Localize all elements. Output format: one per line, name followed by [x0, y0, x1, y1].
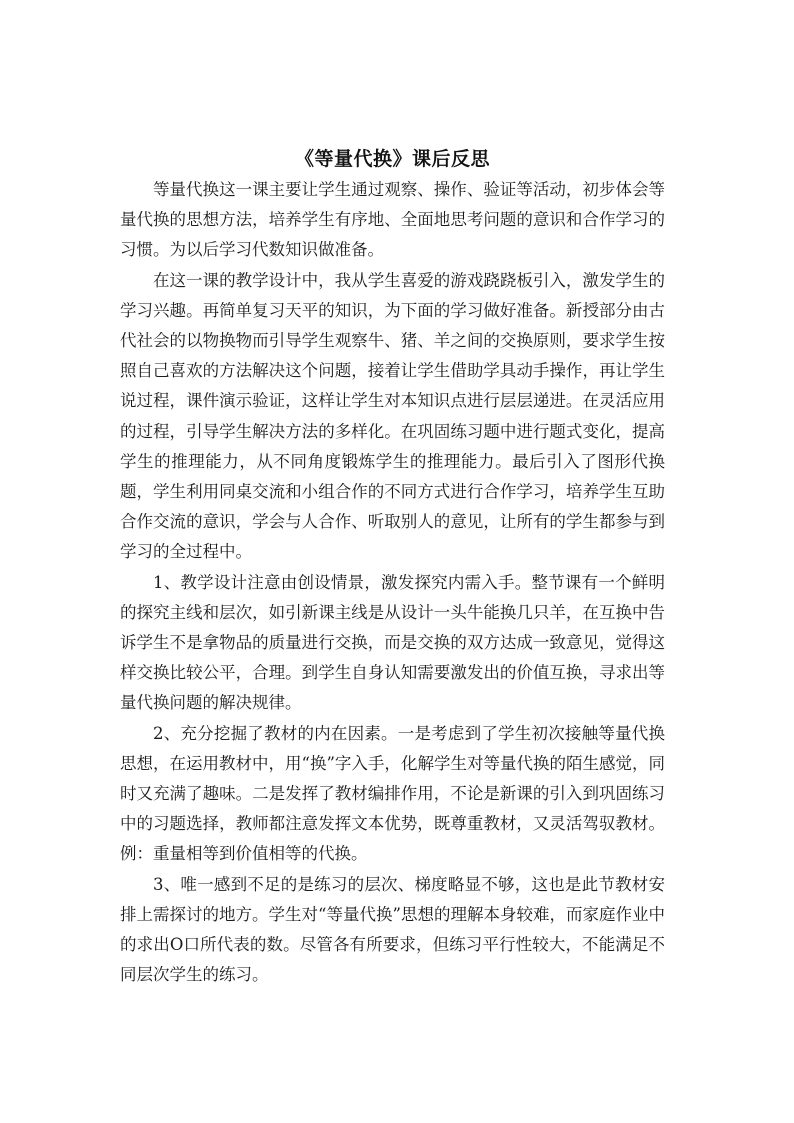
paragraph-intro: 等量代换这一课主要让学生通过观察、操作、验证等活动，初步体会等量代换的思想方法，培养学生有序地、全面地思考问题的意识和合作学习的习惯。为以后学习代数知识做准备。: [120, 180, 665, 260]
document-body: [120, 145, 665, 990]
paragraph-point-3: 3、唯一感到不足的是练习的层次、梯度略显不够，这也是此节教材安排上需探讨的地方。学生对“等量代换”思想的理解本身较难，而家庭作业中的求出O口所代表的数。尽管各有所要求，但练习平行性较大，不能满足不同层次学生的练习。: [120, 874, 665, 985]
document-title: 《等量代换》课后反思: [294, 148, 490, 170]
paragraph-design: 在这一课的教学设计中，我从学生喜爱的游戏跷跷板引入，激发学生的学习兴趣。再简单复习天平的知识，为下面的学习做好准备。新授部分由古代社会的以物换物而引导学生观察牛、猪、羊之间的交换原则，要求学生按照自己喜欢的方法解决这个问题，接着让学生借助学具动手操作，再让学生说过程，课件演示验证，这样让学生对本知识点进行层层递进。在灵活应用的过程，引导学生解决方法的多样化。在巩固练习题中进行题式变化，提高学生的推理能力，从不同角度锻炼学生的推理能力。最后引入了图形代换题，学生利用同桌交流和小组合作的不同方式进行合作学习，培养学生互助合作交流的意识，学会与人合作、听取别人的意见，让所有的学生都参与到学习的全过程中。: [120, 270, 665, 562]
paragraph-point-1: 1、教学设计注意由创设情景，激发探究内需入手。整节课有一个鲜明的探究主线和层次，如引新课主线是从设计一头牛能换几只羊，在互换中告诉学生不是拿物品的质量进行交换，而是交换的双方达成一致意见，觉得这样交换比较公平，合理。到学生自身认知需要激发出的价值互换，寻求出等量代换问题的解决规律。: [120, 572, 665, 713]
paragraph-point-2: 2、充分挖掘了教材的内在因素。一是考虑到了学生初次接触等量代换思想，在运用教材中，用“换”字入手，化解学生对等量代换的陌生感觉，同时又充满了趣味。二是发挥了教材编排作用，不论是新课的引入到巩固练习中的习题选择，教师都注意发挥文本优势，既尊重教材，又灵活驾驭教材。例：重量相等到价值相等的代换。: [120, 723, 665, 864]
